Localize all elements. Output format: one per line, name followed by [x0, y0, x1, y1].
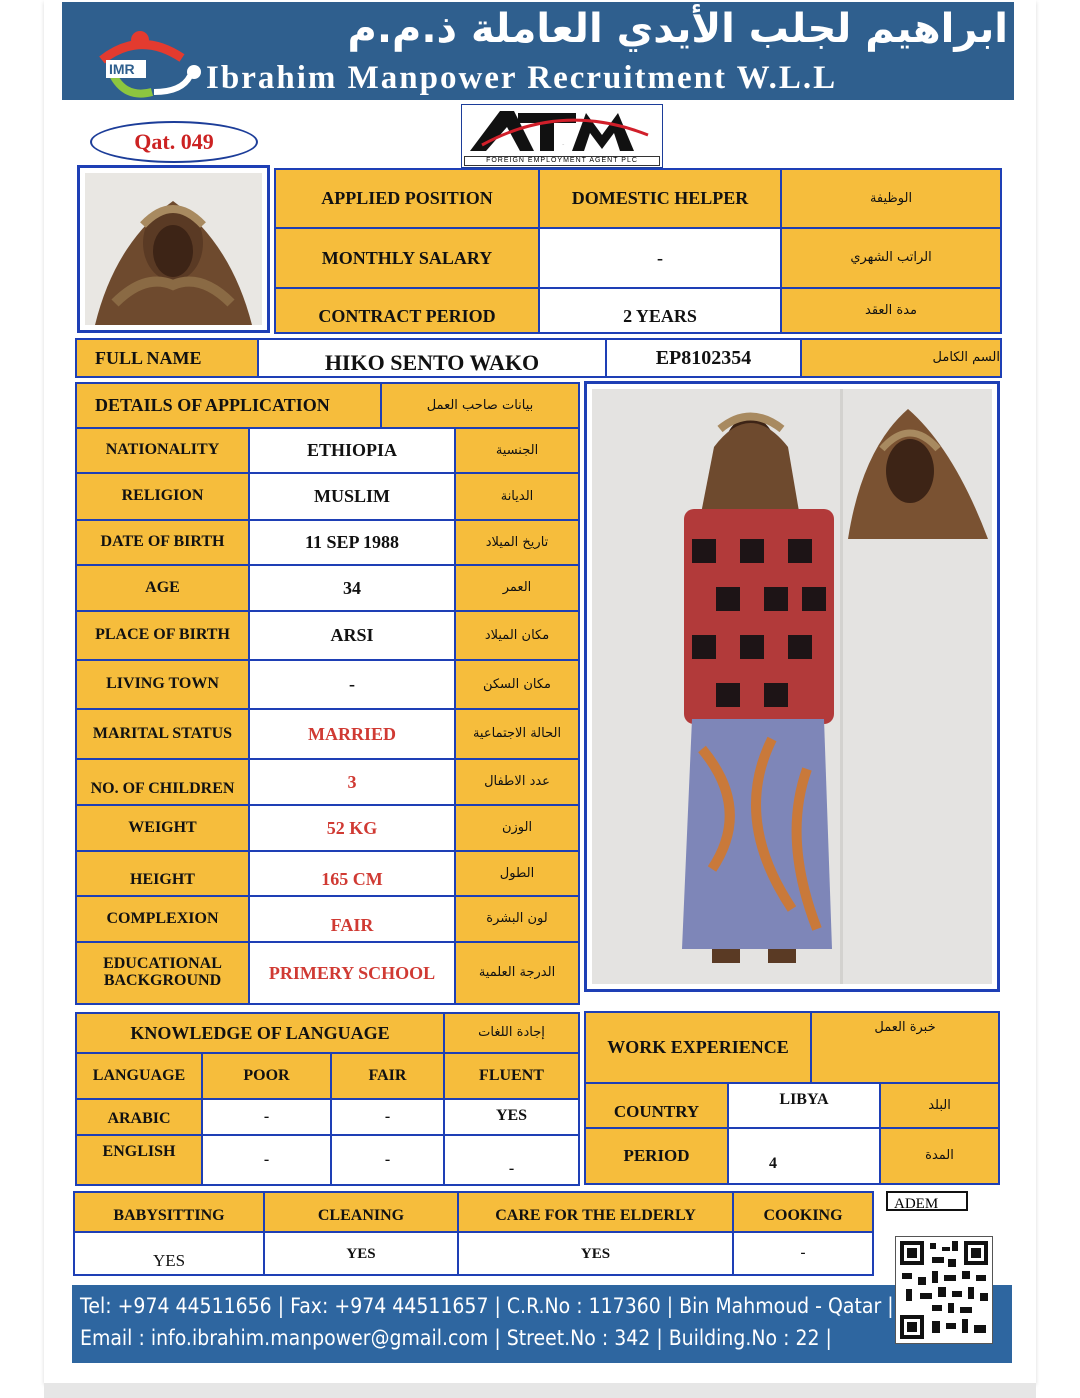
elderly-care-value: YES	[457, 1231, 734, 1276]
full-name-arabic: السم الكامل	[800, 338, 1002, 378]
work-experience-title: WORK EXPERIENCE	[584, 1011, 812, 1084]
date-of-birth-arabic: تاريخ الميلاد	[454, 519, 580, 566]
applied-position-label: APPLIED POSITION	[274, 168, 540, 229]
contract-period-arabic: مدة العقد	[780, 287, 1002, 334]
adem-label: ADEM	[886, 1191, 968, 1211]
country-value: LIBYA	[727, 1082, 881, 1129]
company-header	[62, 2, 1014, 100]
babysitting-value: YES	[73, 1231, 265, 1276]
arabic-language-name: ARABIC	[75, 1098, 203, 1136]
arabic-poor-value: -	[201, 1098, 332, 1136]
contract-period-label: CONTRACT PERIOD	[274, 287, 540, 334]
date-of-birth-label: DATE OF BIRTH	[75, 519, 250, 566]
number-of-children-arabic: عدد الاطفال	[454, 758, 580, 806]
living-town-label: LIVING TOWN	[75, 659, 250, 710]
atm-logo-icon	[462, 105, 662, 157]
monthly-salary-arabic: الراتب الشهري	[780, 227, 1002, 289]
atm-logo-text: ATM	[562, 145, 565, 146]
cleaning-value: YES	[263, 1231, 459, 1276]
country-arabic: البلد	[879, 1082, 1000, 1129]
educational-background-value: PRIMERY SCHOOL	[248, 941, 456, 1005]
religion-label: RELIGION	[75, 472, 250, 521]
applied-position-arabic: الوظيفة	[780, 168, 1002, 229]
arabic-fair-value: -	[330, 1098, 445, 1136]
qr-code-icon	[895, 1236, 993, 1344]
applied-position-value: DOMESTIC HELPER	[538, 168, 782, 229]
period-label: PERIOD	[584, 1127, 729, 1185]
contact-footer	[72, 1285, 1012, 1363]
full-name-value: HIKO SENTO WAKO	[257, 338, 607, 378]
weight-label: WEIGHT	[75, 804, 250, 852]
period-arabic: المدة	[879, 1127, 1000, 1185]
arabic-fluent-value: YES	[443, 1098, 580, 1136]
contract-period-value: 2 YEARS	[538, 287, 782, 334]
elderly-care-header: CARE FOR THE ELDERLY	[457, 1191, 734, 1233]
monthly-salary-label: MONTHLY SALARY	[274, 227, 540, 289]
atm-subtitle: FOREIGN EMPLOYMENT AGENT PLC	[464, 156, 660, 166]
weight-value: 52 KG	[248, 804, 456, 852]
english-fair-value: -	[330, 1134, 445, 1186]
height-arabic: الطول	[454, 850, 580, 897]
complexion-arabic: لون البشرة	[454, 895, 580, 943]
english-language-name: ENGLISH	[75, 1134, 203, 1186]
number-of-children-label: NO. OF CHILDREN	[75, 758, 250, 806]
height-label: HEIGHT	[75, 850, 250, 897]
full-body-photo	[592, 389, 992, 984]
nationality-value: ETHIOPIA	[248, 427, 456, 474]
full-body-photo-frame	[584, 381, 1000, 992]
fair-column-header: FAIR	[330, 1052, 445, 1100]
height-value: 165 CM	[248, 850, 456, 897]
fluent-column-header: FLUENT	[443, 1052, 580, 1100]
place-of-birth-label: PLACE OF BIRTH	[75, 610, 250, 661]
complexion-value: FAIR	[248, 895, 456, 943]
date-of-birth-value: 11 SEP 1988	[248, 519, 456, 566]
place-of-birth-arabic: مكان الميلاد	[454, 610, 580, 661]
language-column-header: LANGUAGE	[75, 1052, 203, 1100]
nationality-label: NATIONALITY	[75, 427, 250, 474]
poor-column-header: POOR	[201, 1052, 332, 1100]
religion-value: MUSLIM	[248, 472, 456, 521]
portrait-photo-frame	[77, 165, 270, 333]
age-arabic: العمر	[454, 564, 580, 612]
babysitting-header: BABYSITTING	[73, 1191, 265, 1233]
living-town-value: -	[248, 659, 456, 710]
cleaning-header: CLEANING	[263, 1191, 459, 1233]
atm-agency-logo	[461, 104, 663, 168]
living-town-arabic: مكان السكن	[454, 659, 580, 710]
details-title-arabic: بيانات صاحب العمل	[380, 382, 580, 429]
cooking-header: COOKING	[732, 1191, 874, 1233]
period-value: 4	[727, 1127, 881, 1185]
weight-arabic: الوزن	[454, 804, 580, 852]
page-edge	[44, 1383, 1036, 1398]
details-title: DETAILS OF APPLICATION	[75, 382, 382, 429]
complexion-label: COMPLEXION	[75, 895, 250, 943]
marital-status-label: MARITAL STATUS	[75, 708, 250, 760]
educational-background-label: EDUCATIONAL BACKGROUND	[75, 941, 250, 1005]
footer-email-line: Email : info.ibrahim.manpower@gmail.com | Street.No : 342 | Building.No : 22 |	[80, 1326, 832, 1350]
arabic-company-title: ابراهيم لجلب الأيدي العاملة ذ.م.م	[347, 6, 1008, 52]
portrait-photo	[85, 173, 262, 325]
number-of-children-value: 3	[248, 758, 456, 806]
english-fluent-value: -	[443, 1134, 580, 1186]
imr-logo-icon	[82, 20, 202, 100]
religion-arabic: الديانة	[454, 472, 580, 521]
nationality-arabic: الجنسية	[454, 427, 580, 474]
educational-background-arabic: الدرجة العلمية	[454, 941, 580, 1005]
place-of-birth-value: ARSI	[248, 610, 456, 661]
work-experience-title-arabic: خبرة العمل	[810, 1011, 1000, 1084]
language-title-arabic: إجادة اللغات	[443, 1012, 580, 1054]
monthly-salary-value: -	[538, 227, 782, 289]
marital-status-value: MARRIED	[248, 708, 456, 760]
age-label: AGE	[75, 564, 250, 612]
full-name-label: FULL NAME	[75, 338, 259, 378]
logo-text: IMR	[109, 61, 135, 77]
marital-status-arabic: الحالة الاجتماعية	[454, 708, 580, 760]
cooking-value: -	[732, 1231, 874, 1276]
passport-number: EP8102354	[605, 338, 802, 378]
country-label: COUNTRY	[584, 1082, 729, 1129]
reference-code: Qat. 049	[90, 121, 258, 163]
age-value: 34	[248, 564, 456, 612]
language-title: KNOWLEDGE OF LANGUAGE	[75, 1012, 445, 1054]
footer-phone-line: Tel: +974 44511656 | Fax: +974 44511657 | C.R.No : 117360 | Bin Mahmoud - Qatar |	[80, 1294, 894, 1318]
english-poor-value: -	[201, 1134, 332, 1186]
english-company-title: Ibrahim Manpower Recruitment W.L.L	[206, 60, 838, 96]
